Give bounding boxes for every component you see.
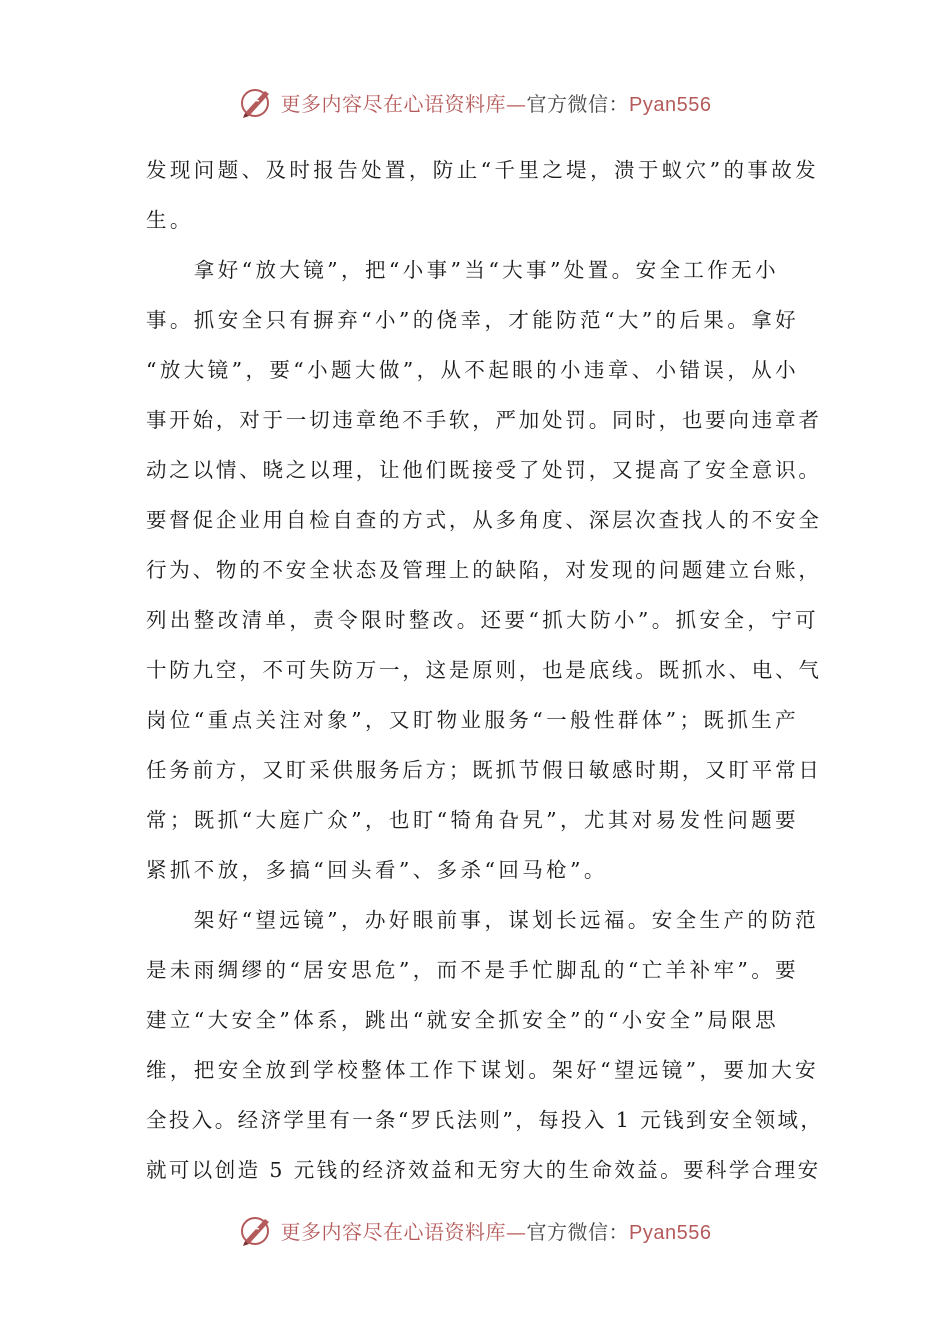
footer-banner-text (281, 1216, 712, 1245)
pen-logo-icon (239, 1213, 273, 1247)
text-line: 十防九空，不可失防万一，这是原则，也是底线。既抓水、电、气 (146, 658, 822, 682)
footer-brand-text: 更多内容尽在心语资料库 (280, 1219, 507, 1244)
text-line: 常；既抓“大庭广众”，也盯“犄角旮旯”，尤其对易发性问题要 (146, 808, 800, 832)
header-banner (0, 82, 950, 122)
text-line: “放大镜”，要“小题大做”，从不起眼的小违章、小错误，从小 (146, 358, 800, 382)
text-line: 维，把安全放到学校整体工作下谋划。架好“望远镜”，要加大安 (146, 1058, 820, 1082)
text-line: 发现问题、及时报告处置，防止“千里之堤，溃于蚁穴”的事故发 (146, 158, 820, 182)
header-wechat-id: Pyan556 (629, 93, 712, 116)
footer-wechat-label: 官方微信： (526, 1219, 630, 1244)
header-brand-text: 更多内容尽在心语资料库 (280, 91, 507, 116)
text-line: 任务前方，又盯采供服务后方；既抓节假日敏感时期，又盯平常日 (146, 758, 822, 782)
footer-separator: — (506, 1219, 527, 1244)
text-line: 要督促企业用自检自查的方式，从多角度、深层次查找人的不安全 (146, 508, 822, 532)
text-line: 就可以创造 5 元钱的经济效益和无穷大的生命效益。要科学合理安 (146, 1158, 821, 1182)
text-line: 是未雨绸缪的“居安思危”，而不是手忙脚乱的“亡羊补牢”。要 (146, 958, 800, 982)
header-separator: — (506, 91, 527, 116)
text-line: 动之以情、晓之以理，让他们既接受了处罚，又提高了安全意识。 (146, 458, 822, 482)
text-line: 紧抓不放，多搞“回头看”、多杀“回马枪”。 (146, 858, 608, 882)
text-line: 生。 (146, 208, 194, 232)
pen-logo-icon (239, 85, 273, 119)
header-wechat-label: 官方微信： (526, 91, 630, 116)
footer-wechat-id: Pyan556 (629, 1221, 712, 1244)
text-line: 事开始，对于一切违章绝不手软，严加处罚。同时，也要向违章者 (146, 408, 822, 432)
text-line: 架好“望远镜”，办好眼前事，谋划长远福。安全生产的防范 (146, 908, 820, 932)
text-line: 列出整改清单，责令限时整改。还要“抓大防小”。抓安全，宁可 (146, 608, 820, 632)
document-body (146, 145, 826, 1195)
header-banner-text (281, 88, 712, 117)
text-line: 全投入。经济学里有一条“罗氏法则”，每投入 1 元钱到安全领域， (146, 1108, 824, 1132)
text-line: 行为、物的不安全状态及管理上的缺陷，对发现的问题建立台账， (146, 558, 822, 582)
footer-banner (0, 1210, 950, 1250)
text-line: 建立“大安全”体系，跳出“就安全抓安全”的“小安全”局限思 (146, 1008, 779, 1032)
text-line: 事。抓安全只有摒弃“小”的侥幸，才能防范“大”的后果。拿好 (146, 308, 800, 332)
text-line: 拿好“放大镜”，把“小事”当“大事”处置。安全工作无小 (146, 258, 779, 282)
text-line: 岗位“重点关注对象”，又盯物业服务“一般性群体”；既抓生产 (146, 708, 800, 732)
